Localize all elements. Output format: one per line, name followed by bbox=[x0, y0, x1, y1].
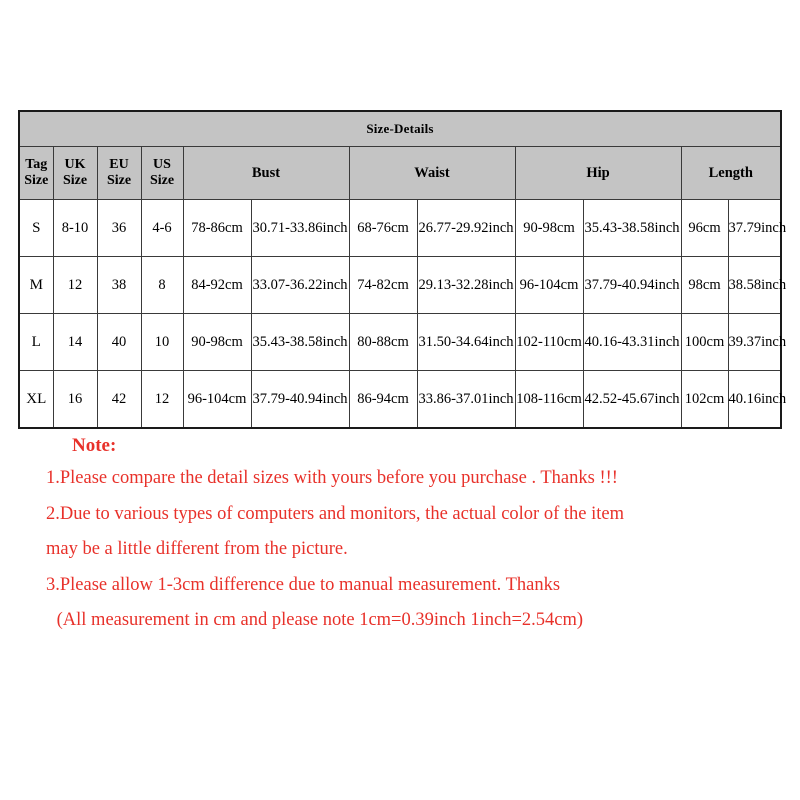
column-header-us-size bbox=[141, 147, 183, 200]
note-line-2-continued: may be a little different from the picture. bbox=[46, 539, 348, 559]
cell-uk-size: 14 bbox=[53, 314, 97, 371]
cell-eu-size: 36 bbox=[97, 200, 141, 257]
cell-length-inch: 40.16inch bbox=[728, 371, 781, 429]
cell-eu-size: 40 bbox=[97, 314, 141, 371]
table-row bbox=[19, 257, 781, 314]
note-line-3: 3.Please allow 1-3cm difference due to manual measurement. Thanks bbox=[46, 574, 561, 595]
eu-size-line-1: EU bbox=[109, 157, 129, 173]
cell-hip-cm: 102-110cm bbox=[515, 314, 583, 371]
cell-bust-inch: 30.71-33.86inch bbox=[251, 200, 349, 257]
column-header-length: Length bbox=[681, 147, 781, 200]
size-chart-container bbox=[18, 110, 787, 429]
table-header-row bbox=[19, 147, 781, 200]
column-header-tag-size bbox=[19, 147, 53, 200]
cell-bust-cm: 90-98cm bbox=[183, 314, 251, 371]
table-row bbox=[19, 314, 781, 371]
cell-length-inch: 38.58inch bbox=[728, 257, 781, 314]
cell-uk-size: 16 bbox=[53, 371, 97, 429]
cell-bust-inch: 35.43-38.58inch bbox=[251, 314, 349, 371]
cell-bust-cm: 78-86cm bbox=[183, 200, 251, 257]
cell-hip-inch: 40.16-43.31inch bbox=[583, 314, 681, 371]
cell-length-cm: 98cm bbox=[681, 257, 728, 314]
us-size-line-2: Size bbox=[149, 173, 175, 188]
cell-us-size: 10 bbox=[141, 314, 183, 371]
column-header-bust: Bust bbox=[183, 147, 349, 200]
note-line-2: 2.Due to various types of computers and monitors, the actual color of the item bbox=[46, 503, 624, 524]
cell-hip-inch: 37.79-40.94inch bbox=[583, 257, 681, 314]
cell-hip-inch: 35.43-38.58inch bbox=[583, 200, 681, 257]
cell-hip-cm: 90-98cm bbox=[515, 200, 583, 257]
eu-size-line-2: Size bbox=[106, 173, 132, 188]
uk-size-line-1: UK bbox=[64, 157, 86, 173]
cell-length-inch: 37.79inch bbox=[728, 200, 781, 257]
cell-waist-inch: 33.86-37.01inch bbox=[417, 371, 515, 429]
cell-eu-size: 42 bbox=[97, 371, 141, 429]
cell-us-size: 12 bbox=[141, 371, 183, 429]
cell-uk-size: 12 bbox=[53, 257, 97, 314]
cell-waist-inch: 26.77-29.92inch bbox=[417, 200, 515, 257]
cell-uk-size: 8-10 bbox=[53, 200, 97, 257]
column-header-eu-size bbox=[97, 147, 141, 200]
cell-length-cm: 96cm bbox=[681, 200, 728, 257]
cell-bust-inch: 37.79-40.94inch bbox=[251, 371, 349, 429]
cell-tag-size: L bbox=[19, 314, 53, 371]
cell-tag-size: S bbox=[19, 200, 53, 257]
us-size-line-1: US bbox=[153, 157, 171, 173]
cell-waist-cm: 68-76cm bbox=[349, 200, 417, 257]
column-header-hip: Hip bbox=[515, 147, 681, 200]
cell-length-cm: 102cm bbox=[681, 371, 728, 429]
cell-us-size: 4-6 bbox=[141, 200, 183, 257]
cell-eu-size: 38 bbox=[97, 257, 141, 314]
cell-length-inch: 39.37inch bbox=[728, 314, 781, 371]
column-header-uk-size bbox=[53, 147, 97, 200]
cell-hip-cm: 108-116cm bbox=[515, 371, 583, 429]
cell-waist-cm: 80-88cm bbox=[349, 314, 417, 371]
table-row bbox=[19, 371, 781, 429]
cell-waist-inch: 31.50-34.64inch bbox=[417, 314, 515, 371]
table-title: Size-Details bbox=[19, 111, 781, 147]
size-details-table bbox=[18, 110, 787, 429]
cell-tag-size: M bbox=[19, 257, 53, 314]
table-title-row bbox=[19, 111, 781, 147]
cell-bust-inch: 33.07-36.22inch bbox=[251, 257, 349, 314]
cell-hip-cm: 96-104cm bbox=[515, 257, 583, 314]
cell-waist-inch: 29.13-32.28inch bbox=[417, 257, 515, 314]
cell-hip-inch: 42.52-45.67inch bbox=[583, 371, 681, 429]
tag-size-line-1: Tag bbox=[25, 157, 48, 173]
note-line-conversion: (All measurement in cm and please note 1cm=0.39inch 1inch=2.54cm) bbox=[52, 610, 584, 630]
tag-size-line-2: Size bbox=[24, 173, 49, 188]
table-row bbox=[19, 200, 781, 257]
cell-bust-cm: 84-92cm bbox=[183, 257, 251, 314]
cell-us-size: 8 bbox=[141, 257, 183, 314]
notes-heading: Note: bbox=[72, 435, 117, 456]
cell-length-cm: 100cm bbox=[681, 314, 728, 371]
column-header-waist: Waist bbox=[349, 147, 515, 200]
uk-size-line-2: Size bbox=[62, 173, 88, 188]
cell-waist-cm: 74-82cm bbox=[349, 257, 417, 314]
note-line-1: 1.Please compare the detail sizes with yours before you purchase . Thanks !!! bbox=[46, 468, 618, 488]
cell-bust-cm: 96-104cm bbox=[183, 371, 251, 429]
cell-waist-cm: 86-94cm bbox=[349, 371, 417, 429]
cell-tag-size: XL bbox=[19, 371, 53, 429]
notes-section bbox=[46, 436, 766, 647]
